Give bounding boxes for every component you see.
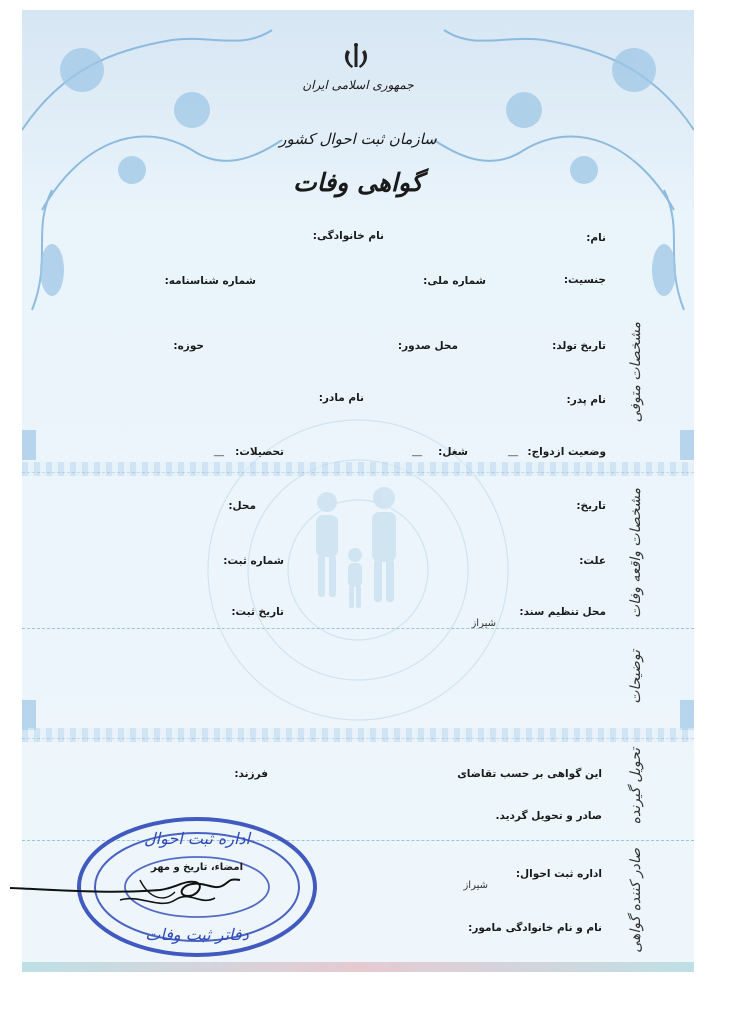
name-label: نام: xyxy=(586,232,606,244)
cause-label: علت: xyxy=(579,555,606,567)
section-recipient: تحویل گیرنده xyxy=(628,748,644,825)
decorative-band xyxy=(22,728,694,742)
family-name-label: نام خانوادگی: xyxy=(312,230,384,242)
issue-place-label: محل صدور: xyxy=(397,340,458,352)
iran-emblem-icon xyxy=(342,42,370,72)
marital-status-value: __ xyxy=(508,446,518,457)
stamp-bottom-text: دفاتر ثبت وفات xyxy=(145,925,249,944)
certificate-title: گواهی وفات xyxy=(293,168,423,197)
mother-name-label: نام مادر: xyxy=(318,392,364,404)
death-date-label: تاریخ: xyxy=(576,500,606,512)
national-id-label: شماره ملی: xyxy=(423,275,486,287)
education-label: تحصیلات: xyxy=(235,446,284,458)
sign-note: امضاء، تاریخ و مهر xyxy=(150,862,244,873)
section-death-event: مشخصات واقعه وفات xyxy=(628,488,644,619)
district-label: حوزه: xyxy=(173,340,204,352)
handwritten-signature xyxy=(0,850,300,930)
organization-name: سازمان ثبت احوال کشور xyxy=(279,130,437,148)
decorative-band xyxy=(22,462,694,476)
registration-number-label: شماره ثبت: xyxy=(223,555,284,567)
stamp-top-text: اداره ثبت احوال xyxy=(144,829,250,848)
education-value: __ xyxy=(214,446,224,457)
document-place-label: محل تنظیم سند: xyxy=(519,606,606,618)
section-deceased-info: مشخصات متوفی xyxy=(628,322,644,423)
section-issuer: صادر کننده گواهی xyxy=(628,848,644,953)
id-number-label: شماره شناسنامه: xyxy=(164,275,256,287)
child-label: فرزند: xyxy=(234,768,268,780)
section-divider xyxy=(22,628,694,629)
issued-line: صادر و تحویل گردید. xyxy=(495,810,602,822)
office-value: شیراز xyxy=(463,880,488,891)
section-notes: توضیحات xyxy=(628,650,644,704)
office-label: اداره ثبت احوال: xyxy=(515,868,602,880)
death-place-label: محل: xyxy=(228,500,256,512)
request-line: این گواهی بر حسب تقاضای xyxy=(457,768,602,780)
birth-date-label: تاریخ تولد: xyxy=(552,340,606,352)
occupation-value: __ xyxy=(412,446,422,457)
father-name-label: نام پدر: xyxy=(566,394,606,406)
country-name: جمهوری اسلامی ایران xyxy=(302,78,414,92)
officer-label: نام و نام خانوادگی مامور: xyxy=(468,922,602,934)
marital-status-label: وضعیت ازدواج: xyxy=(527,446,606,458)
bottom-band xyxy=(22,962,694,972)
gender-label: جنسیت: xyxy=(563,274,606,286)
occupation-label: شغل: xyxy=(438,446,468,458)
document-place-value: شیراز xyxy=(471,618,496,629)
registration-date-label: تاریخ ثبت: xyxy=(231,606,284,618)
